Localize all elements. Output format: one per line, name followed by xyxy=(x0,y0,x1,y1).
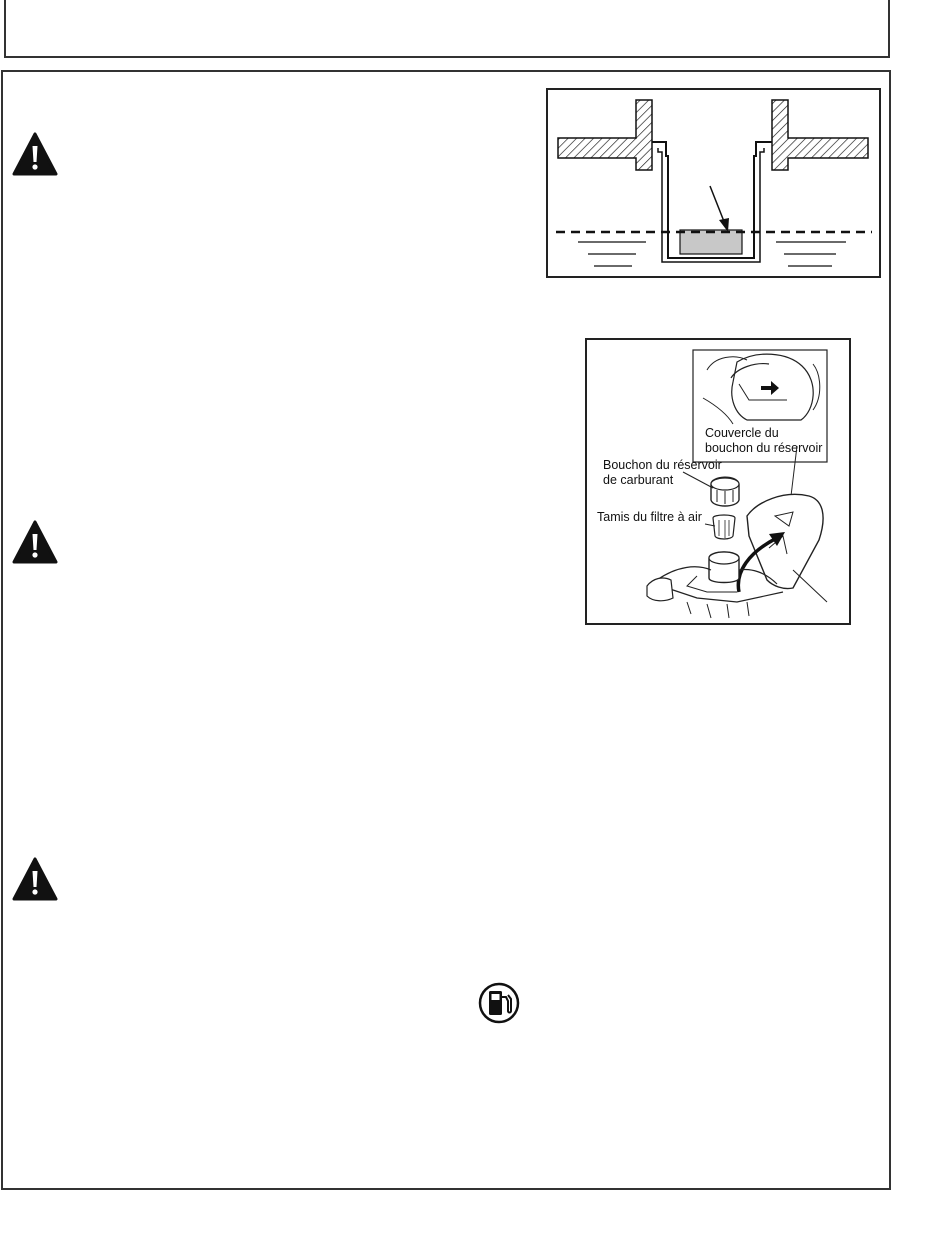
warning-triangle-icon xyxy=(12,132,58,176)
label-fuel-cap-line2: de carburant xyxy=(603,473,674,487)
page-header-box xyxy=(4,0,890,58)
label-air-filter-screen: Tamis du filtre à air xyxy=(597,510,702,524)
label-cap-cover-line2: bouchon du réservoir xyxy=(705,441,823,455)
warning-triangle-icon xyxy=(12,520,58,564)
fuel-cap-diagram xyxy=(585,338,851,625)
label-fuel-cap-line1: Bouchon du réservoir xyxy=(603,458,722,472)
label-cap-cover-line1: Couvercle du xyxy=(705,426,779,440)
warning-triangle-icon xyxy=(12,857,58,901)
fuel-pump-icon xyxy=(478,982,520,1024)
fuel-level-diagram xyxy=(546,88,881,278)
